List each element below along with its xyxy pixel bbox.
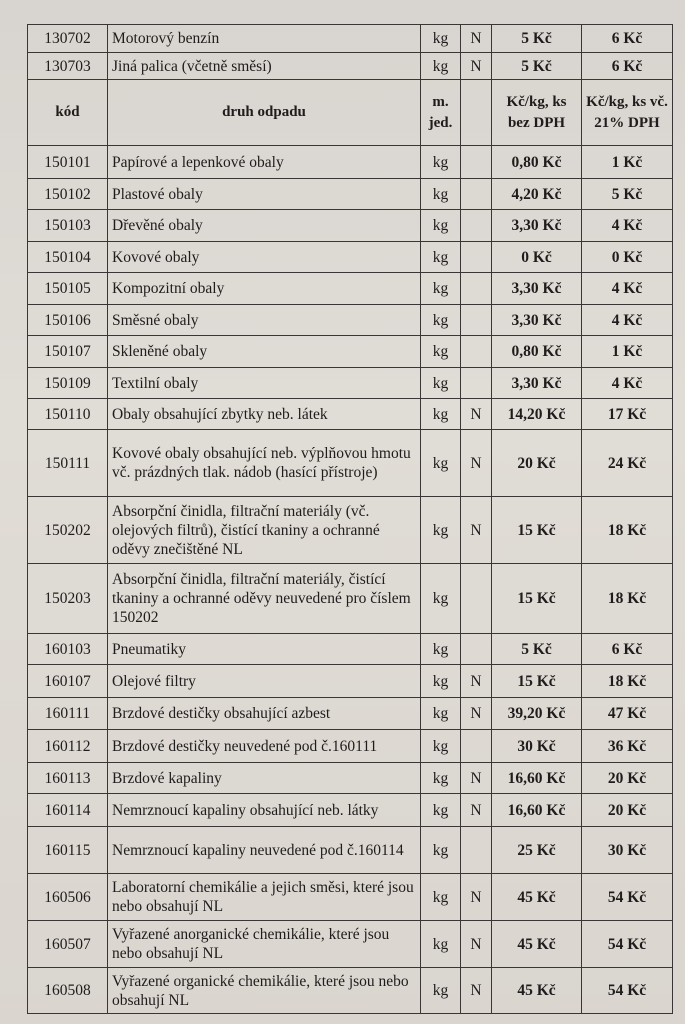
cell-price-inc: 6 Kč: [582, 25, 673, 53]
cell-price-inc: 1 Kč: [582, 336, 673, 368]
cell-price-inc: 6 Kč: [582, 53, 673, 80]
cell-code: 150203: [28, 564, 108, 634]
cell-price-ex: 14,20 Kč: [492, 399, 582, 430]
cell-unit: kg: [421, 874, 461, 921]
cell-name: Brzdové destičky neuvedené pod č.160111: [108, 730, 421, 763]
cell-price-ex: 0 Kč: [492, 242, 582, 273]
cell-price-ex: 5 Kč: [492, 25, 582, 53]
cell-unit: kg: [421, 368, 461, 399]
cell-price-inc: 0 Kč: [582, 242, 673, 273]
cell-price-ex: 16,60 Kč: [492, 763, 582, 794]
cell-code: 150105: [28, 273, 108, 305]
cell-unit: kg: [421, 497, 461, 564]
cell-price-ex: 15 Kč: [492, 564, 582, 634]
cell-code: 160506: [28, 874, 108, 921]
cell-flag: [461, 273, 492, 305]
cell-unit: kg: [421, 273, 461, 305]
table-row: [28, 53, 673, 80]
cell-flag: [461, 179, 492, 210]
table-row: [28, 368, 673, 399]
table-row: [28, 430, 673, 497]
header-flag: [461, 80, 492, 146]
table-row: [28, 273, 673, 305]
cell-flag: [461, 368, 492, 399]
cell-price-inc: 47 Kč: [582, 698, 673, 730]
cell-name: Směsné obaly: [108, 305, 421, 336]
cell-flag: N: [461, 968, 492, 1014]
cell-code: 160112: [28, 730, 108, 763]
table-row: [28, 399, 673, 430]
table-row: [28, 179, 673, 210]
cell-unit: kg: [421, 763, 461, 794]
table-header-rows: [28, 80, 673, 146]
cell-code: 150103: [28, 210, 108, 242]
cell-unit: kg: [421, 210, 461, 242]
cell-price-inc: 4 Kč: [582, 305, 673, 336]
cell-flag: N: [461, 698, 492, 730]
cell-code: 160113: [28, 763, 108, 794]
cell-flag: N: [461, 497, 492, 564]
cell-unit: kg: [421, 564, 461, 634]
cell-price-ex: 16,60 Kč: [492, 794, 582, 827]
cell-price-inc: 54 Kč: [582, 874, 673, 921]
cell-name: Absorpční činidla, filtrační materiály, čistící tkaniny a ochranné oděvy neuvedené pro číslem 150202: [108, 564, 421, 634]
cell-flag: [461, 305, 492, 336]
cell-price-inc: 4 Kč: [582, 368, 673, 399]
cell-flag: N: [461, 921, 492, 968]
cell-unit: kg: [421, 698, 461, 730]
cell-name: Kompozitní obaly: [108, 273, 421, 305]
cell-price-ex: 0,80 Kč: [492, 336, 582, 368]
cell-price-inc: 5 Kč: [582, 179, 673, 210]
cell-price-ex: 3,30 Kč: [492, 305, 582, 336]
cell-price-inc: 36 Kč: [582, 730, 673, 763]
cell-code: 150110: [28, 399, 108, 430]
cell-flag: N: [461, 25, 492, 53]
cell-name: Kovové obaly: [108, 242, 421, 273]
cell-name: Skleněné obaly: [108, 336, 421, 368]
cell-name: Dřevěné obaly: [108, 210, 421, 242]
table-row: [28, 210, 673, 242]
table-row: [28, 730, 673, 763]
cell-unit: kg: [421, 665, 461, 698]
cell-name: Absorpční činidla, filtrační materiály (vč. olejových filtrů), čistící tkaniny a ochranné oděvy znečištěné NL: [108, 497, 421, 564]
cell-unit: kg: [421, 336, 461, 368]
cell-flag: N: [461, 763, 492, 794]
cell-unit: kg: [421, 305, 461, 336]
cell-price-inc: 20 Kč: [582, 794, 673, 827]
cell-price-ex: 45 Kč: [492, 874, 582, 921]
cell-name: Plastové obaly: [108, 179, 421, 210]
cell-flag: [461, 146, 492, 179]
cell-price-ex: 20 Kč: [492, 430, 582, 497]
cell-flag: N: [461, 794, 492, 827]
table-row: [28, 921, 673, 968]
cell-code: 150202: [28, 497, 108, 564]
cell-name: Brzdové destičky obsahující azbest: [108, 698, 421, 730]
table-row: [28, 305, 673, 336]
cell-unit: kg: [421, 827, 461, 874]
cell-flag: N: [461, 430, 492, 497]
cell-name: Papírové a lepenkové obaly: [108, 146, 421, 179]
cell-unit: kg: [421, 921, 461, 968]
cell-code: 160507: [28, 921, 108, 968]
table-row: [28, 763, 673, 794]
table-row: [28, 336, 673, 368]
cell-unit: kg: [421, 399, 461, 430]
table-top-rows: [28, 25, 673, 80]
table-row: [28, 665, 673, 698]
cell-name: Nemrznoucí kapaliny neuvedené pod č.160114: [108, 827, 421, 874]
table-body-rows: [28, 146, 673, 1014]
cell-price-ex: 5 Kč: [492, 634, 582, 665]
cell-price-ex: 4,20 Kč: [492, 179, 582, 210]
cell-flag: N: [461, 53, 492, 80]
cell-code: 130703: [28, 53, 108, 80]
table-row: [28, 827, 673, 874]
cell-code: 160115: [28, 827, 108, 874]
cell-code: 150104: [28, 242, 108, 273]
cell-unit: kg: [421, 179, 461, 210]
cell-flag: N: [461, 399, 492, 430]
table-row: [28, 794, 673, 827]
cell-code: 160111: [28, 698, 108, 730]
header-code: kód: [28, 80, 108, 146]
cell-code: 150106: [28, 305, 108, 336]
cell-price-inc: 18 Kč: [582, 564, 673, 634]
cell-unit: kg: [421, 634, 461, 665]
header-name: druh odpadu: [108, 80, 421, 146]
header-price-ex: Kč/kg, ks bez DPH: [492, 80, 582, 146]
cell-name: Textilní obaly: [108, 368, 421, 399]
cell-name: Olejové filtry: [108, 665, 421, 698]
cell-price-inc: 20 Kč: [582, 763, 673, 794]
cell-unit: kg: [421, 730, 461, 763]
cell-code: 160107: [28, 665, 108, 698]
cell-name: Vyřazené anorganické chemikálie, které jsou nebo obsahují NL: [108, 921, 421, 968]
cell-flag: [461, 634, 492, 665]
table-row: [28, 968, 673, 1014]
cell-price-inc: 18 Kč: [582, 665, 673, 698]
cell-price-ex: 25 Kč: [492, 827, 582, 874]
table-row: [28, 874, 673, 921]
waste-price-table: [27, 24, 673, 1014]
cell-unit: kg: [421, 146, 461, 179]
cell-code: 150111: [28, 430, 108, 497]
cell-code: 160103: [28, 634, 108, 665]
cell-name: Obaly obsahující zbytky neb. látek: [108, 399, 421, 430]
cell-flag: [461, 564, 492, 634]
cell-flag: [461, 336, 492, 368]
cell-price-inc: 18 Kč: [582, 497, 673, 564]
cell-price-inc: 4 Kč: [582, 273, 673, 305]
cell-code: 150109: [28, 368, 108, 399]
cell-name: Kovové obaly obsahující neb. výplňovou hmotu vč. prázdných tlak. nádob (hasící přístroje): [108, 430, 421, 497]
cell-name: Brzdové kapaliny: [108, 763, 421, 794]
cell-price-ex: 15 Kč: [492, 497, 582, 564]
cell-price-inc: 54 Kč: [582, 921, 673, 968]
cell-price-ex: 5 Kč: [492, 53, 582, 80]
cell-code: 150102: [28, 179, 108, 210]
cell-price-ex: 15 Kč: [492, 665, 582, 698]
cell-price-ex: 45 Kč: [492, 921, 582, 968]
cell-unit: kg: [421, 53, 461, 80]
cell-price-ex: 0,80 Kč: [492, 146, 582, 179]
cell-flag: [461, 730, 492, 763]
table-row: [28, 497, 673, 564]
cell-flag: [461, 827, 492, 874]
cell-name: Vyřazené organické chemikálie, které jsou nebo obsahují NL: [108, 968, 421, 1014]
cell-code: 160508: [28, 968, 108, 1014]
cell-price-inc: 1 Kč: [582, 146, 673, 179]
cell-code: 150101: [28, 146, 108, 179]
cell-price-inc: 30 Kč: [582, 827, 673, 874]
cell-code: 160114: [28, 794, 108, 827]
table-header-row: [28, 80, 673, 146]
cell-name: Pneumatiky: [108, 634, 421, 665]
cell-price-ex: 3,30 Kč: [492, 368, 582, 399]
cell-flag: N: [461, 874, 492, 921]
table-row: [28, 564, 673, 634]
cell-code: 150107: [28, 336, 108, 368]
table-row: [28, 146, 673, 179]
header-unit: m. jed.: [421, 80, 461, 146]
table-row: [28, 242, 673, 273]
cell-unit: kg: [421, 794, 461, 827]
cell-price-ex: 30 Kč: [492, 730, 582, 763]
cell-unit: kg: [421, 968, 461, 1014]
cell-price-ex: 39,20 Kč: [492, 698, 582, 730]
cell-price-inc: 54 Kč: [582, 968, 673, 1014]
cell-price-inc: 6 Kč: [582, 634, 673, 665]
cell-name: Nemrznoucí kapaliny obsahující neb. látky: [108, 794, 421, 827]
cell-price-inc: 24 Kč: [582, 430, 673, 497]
table-row: [28, 25, 673, 53]
cell-name: Jiná palica (včetně směsí): [108, 53, 421, 80]
cell-unit: kg: [421, 242, 461, 273]
cell-name: Motorový benzín: [108, 25, 421, 53]
cell-code: 130702: [28, 25, 108, 53]
cell-price-ex: 3,30 Kč: [492, 273, 582, 305]
cell-price-ex: 45 Kč: [492, 968, 582, 1014]
cell-price-inc: 4 Kč: [582, 210, 673, 242]
cell-unit: kg: [421, 430, 461, 497]
cell-price-inc: 17 Kč: [582, 399, 673, 430]
header-price-inc: Kč/kg, ks vč. 21% DPH: [582, 80, 673, 146]
cell-flag: [461, 210, 492, 242]
cell-flag: N: [461, 665, 492, 698]
cell-name: Laboratorní chemikálie a jejich směsi, které jsou nebo obsahují NL: [108, 874, 421, 921]
table-row: [28, 634, 673, 665]
table-row: [28, 698, 673, 730]
cell-flag: [461, 242, 492, 273]
cell-price-ex: 3,30 Kč: [492, 210, 582, 242]
cell-unit: kg: [421, 25, 461, 53]
